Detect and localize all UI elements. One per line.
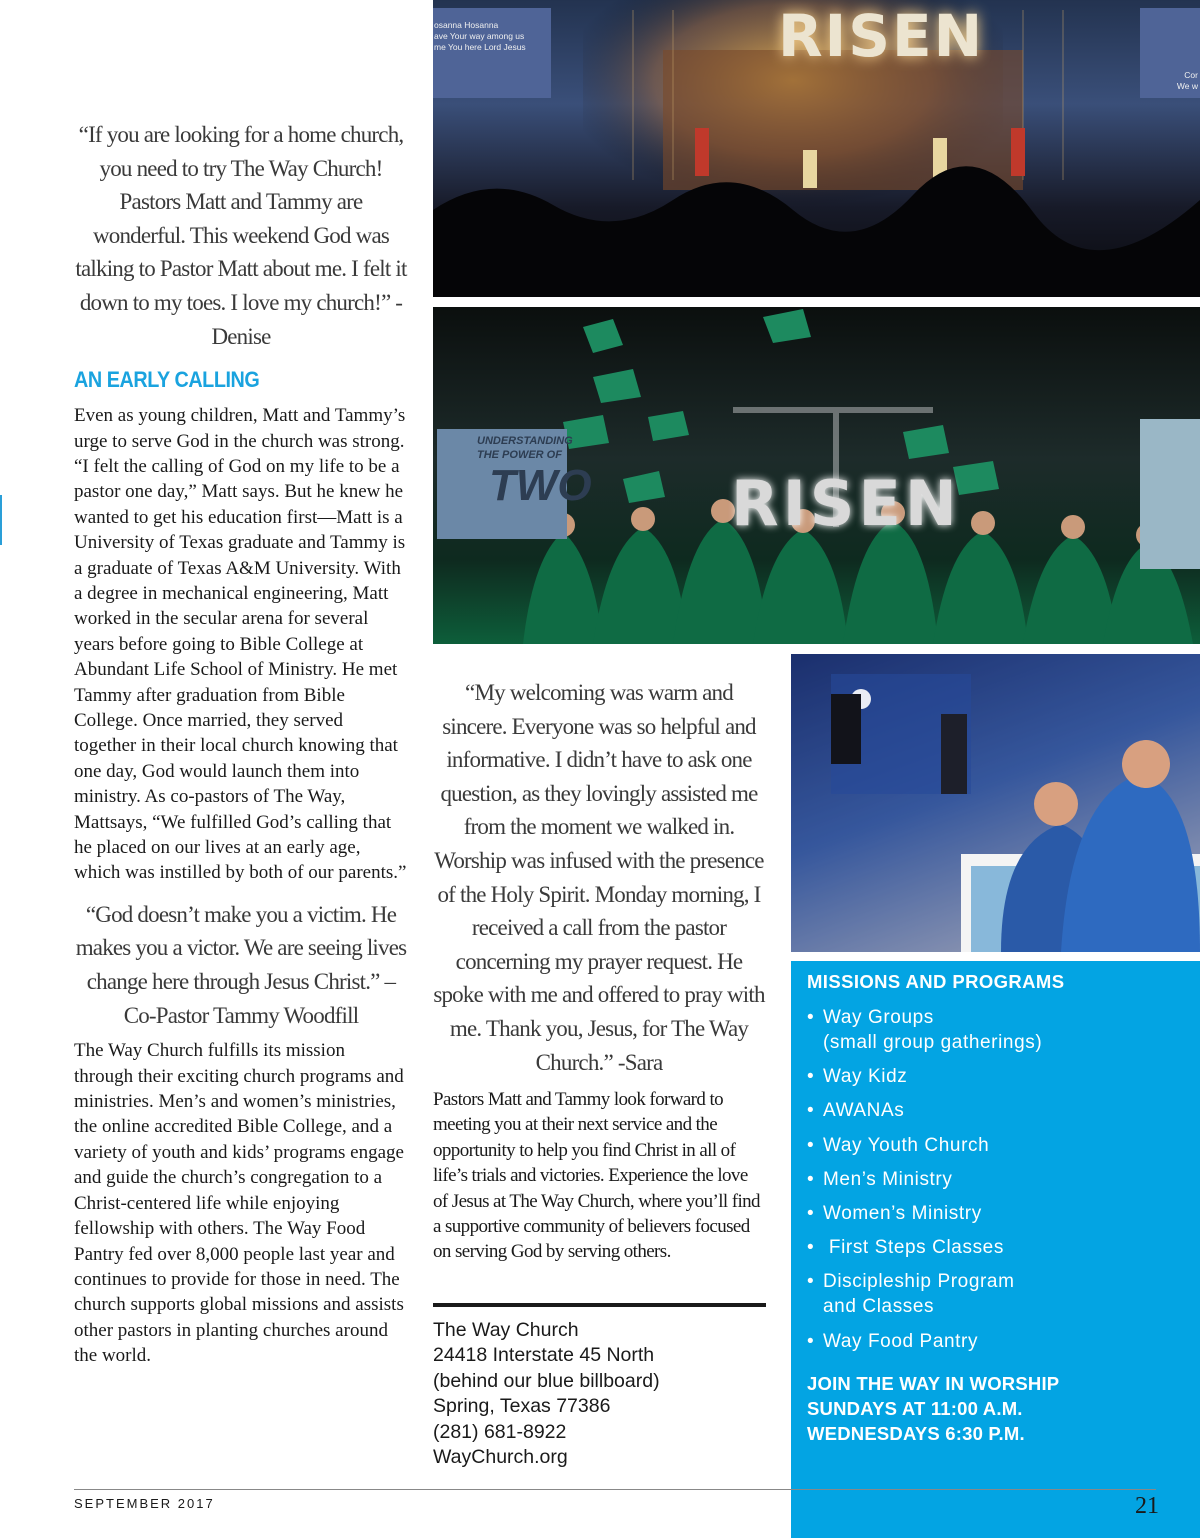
- join-heading: JOIN THE WAY IN WORSHIP: [807, 1373, 1060, 1394]
- lyric-line: Cor: [1184, 70, 1198, 80]
- banner-line: TWO: [489, 461, 592, 510]
- section-heading: AN EARLY CALLING: [74, 367, 260, 393]
- issue-date: SEPTEMBER 2017: [74, 1496, 215, 1511]
- edge-marker: [0, 495, 2, 545]
- church-name: The Way Church: [433, 1319, 579, 1341]
- program-detail: (small group gatherings): [823, 1032, 1043, 1053]
- bullet-icon: •: [807, 1134, 815, 1156]
- bullet-icon: •: [807, 1066, 815, 1088]
- bullet-icon: •: [807, 1100, 815, 1122]
- lyric-line: ave Your way among us: [434, 31, 525, 41]
- list-item: [807, 1329, 1042, 1354]
- program-detail: and Classes: [823, 1296, 935, 1318]
- city-state-zip: Spring, Texas 77386: [433, 1395, 611, 1418]
- sunday-time: SUNDAYS AT 11:00 A.M.: [807, 1398, 1023, 1419]
- early-calling-paragraph: Even as young children, Matt and Tammy’s urge to serve God in the church was strong. “I felt the calling of God on my life to be a pastor one day,” Matt says. But he knew he wanted to get his education first—Matt is a University of Texas graduate and Tammy is a graduate of Texas A&M University. With a degree in mechanical engineering, Matt worked in the secular arena for several years before going to Bible College at Abundant Life School of Ministry. He met Tammy after graduation from Bible College. Once married, they served together in their local church knowing that one day, God would launch them into ministry. As co-pastors of The Way, Mattsays, “We fulfilled God’s calling that he placed on our lives at an early age, which was instilled by both of our parents.”: [74, 405, 407, 884]
- program-name: Men’s Ministry: [823, 1168, 953, 1190]
- page-number: 21: [1135, 1493, 1159, 1519]
- worship-times: [807, 1371, 1059, 1446]
- closing-paragraph: Pastors Matt and Tammy look forward to meeting you at their next service and the opportunity to help you find Christ in all of life’s trials and victories. Experience the love of Jesus at The Way Church, where you’ll find a supportive community of believers focused on serving God by serving others.: [433, 1089, 760, 1263]
- bullet-icon: •: [807, 1271, 815, 1293]
- lyrics-screen-left: [433, 8, 551, 98]
- sidebar-title: MISSIONS AND PROGRAMS: [807, 971, 1065, 992]
- street-address: 24418 Interstate 45 North: [433, 1344, 655, 1367]
- program-name: Way Youth Church: [823, 1134, 990, 1156]
- section-divider: [433, 1303, 766, 1307]
- two-banner: [437, 429, 592, 539]
- website-link[interactable]: WayChurch.org: [433, 1446, 568, 1469]
- list-item: [807, 1235, 1042, 1260]
- list-item: [807, 1269, 1042, 1319]
- wednesday-time: WEDNESDAYS 6:30 P.M.: [807, 1423, 1025, 1444]
- list-item: [807, 1133, 1042, 1158]
- missions-sidebar: [791, 961, 1200, 1538]
- tammy-quote: “God doesn’t make you a victim. He makes you a victor. We are seeing lives change here through Jesus Christ.” – Co-Pastor Tammy Woodfill: [75, 901, 407, 1028]
- program-name: AWANAs: [823, 1100, 905, 1122]
- program-name: First Steps Classes: [823, 1237, 1004, 1259]
- sara-quote: “My welcoming was warm and sincere. Everyone was so helpful and informative. I didn’t have to ask one question, as they lovingly assisted me from the moment we walked in. Worship was infused with the presence of the Holy Spirit. Monday morning, I received a call from the pastor concerning my prayer request. He spoke with me and offered to pray with me. Thank you, Jesus, for The Way Church.” -Sara: [433, 680, 765, 1075]
- program-name: Way Groups: [823, 1007, 934, 1028]
- banner-line: UNDERSTANDING: [477, 435, 573, 447]
- program-name: Women’s Ministry: [823, 1202, 982, 1224]
- bullet-icon: •: [807, 1202, 815, 1224]
- lyric-line: me You here Lord Jesus: [434, 42, 526, 52]
- list-item: [807, 1201, 1042, 1226]
- bullet-icon: •: [807, 1237, 815, 1259]
- lyric-line: osanna Hosanna: [434, 20, 499, 30]
- list-item: [807, 1167, 1042, 1192]
- bullet-icon: •: [807, 1330, 815, 1352]
- graduation-photo: [433, 307, 1200, 644]
- list-item: [807, 1098, 1042, 1123]
- denise-quote: “If you are looking for a home church, you need to try The Way Church! Pastors Matt and Tammy are wonderful. This weekend God was talking to Pastor Matt about me. I felt it down to my toes. I love my church!” - Denise: [75, 122, 407, 349]
- left-column: [74, 118, 408, 1369]
- lyrics-screen-right: [1140, 8, 1200, 98]
- footer-divider: [74, 1489, 1156, 1490]
- program-name: Discipleship Program: [823, 1271, 1015, 1293]
- bullet-icon: •: [807, 1007, 815, 1028]
- list-item: [807, 1064, 1042, 1089]
- baptism-photo: [791, 654, 1200, 952]
- risen-graduation-sign: RISEN: [731, 467, 961, 540]
- bullet-icon: •: [807, 1168, 815, 1190]
- banner-line: THE POWER OF: [477, 449, 562, 461]
- program-name: Way Food Pantry: [823, 1330, 979, 1352]
- right-banner: [1140, 419, 1200, 569]
- program-name: Way Kidz: [823, 1066, 908, 1088]
- baptism-scene: [791, 654, 1200, 952]
- mission-paragraph: The Way Church fulfills its mission through their exciting church programs and ministries. Men’s and women’s ministries, the online accredited Bible College, and a variety of youth and kids’ programs engage and guide the church’s congregation to a Christ-centered life while enjoying fellowship with others. The Way Food Pantry fed over 8,000 people last year and continues to provide for those in need. The church supports global missions and assists other pastors in planting churches around the world.: [74, 1040, 404, 1367]
- phone-number[interactable]: (281) 681-8922: [433, 1420, 567, 1443]
- risen-stage-sign: RISEN: [778, 2, 985, 70]
- programs-list: [807, 1005, 1042, 1363]
- lyric-line: We w: [1176, 81, 1198, 91]
- list-item: [807, 1005, 1042, 1055]
- address-block: [433, 1318, 773, 1470]
- address-note: (behind our blue billboard): [433, 1369, 660, 1392]
- worship-stage-photo: [433, 0, 1200, 297]
